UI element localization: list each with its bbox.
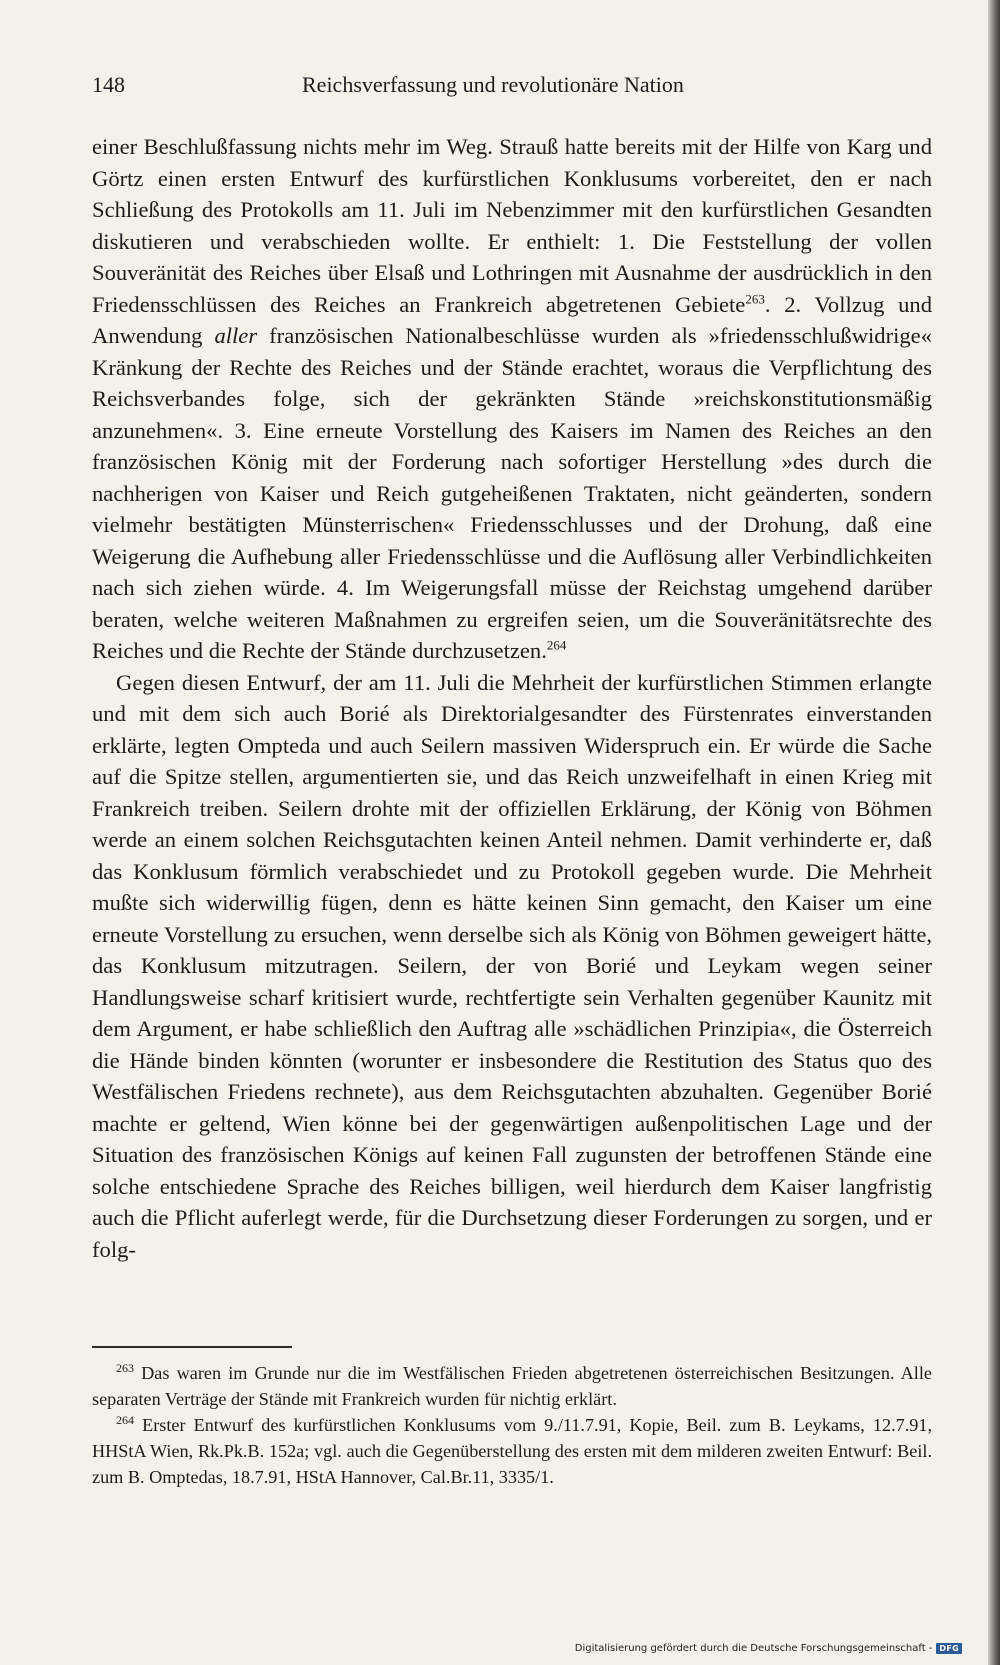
footnote-text: Das waren im Grunde nur die im Westfälischen Frieden abgetretenen österreichischen Besitzungen. Alle separaten Verträge der Stände mit Frankreich wurden für nichtig erklärt. (92, 1363, 932, 1409)
footnote-number: 263 (116, 1360, 134, 1375)
main-text (92, 131, 932, 1265)
page-edge-shadow (988, 0, 1000, 1665)
emphasis-aller: aller (214, 323, 258, 348)
digitization-credit (575, 1643, 962, 1654)
footnote-text: Erster Entwurf des kurfürstlichen Konklusums vom 9./11.7.91, Kopie, Beil. zum B. Leykams, 12.7.91, HHStA Wien, Rk.Pk.B. 152a; vgl. auch die Gegenüberstellung des ersten mit dem milderen zweiten Entwurf: Beil. zum B. Omptedas, 18.7.91, HStA Hannover, Cal.Br.11, 3335/1. (92, 1415, 932, 1487)
footnote-ref-263[interactable]: 263 (745, 290, 765, 306)
running-title: Reichsverfassung und revolutionäre Nation (302, 72, 684, 97)
paragraph-1-text-c: französischen Nationalbeschlüsse wurden als »friedensschlußwidrige« Kränkung der Rechte des Reiches und der Stände erachtet, woraus die Verpflichtung des Reichsverbandes folge, sich der gekränkten Stände »reichskonstitutionsmäßig anzunehmen«. 3. Eine erneute Vorstellung des Kaisers im Namen des Reiches an den französischen König mit der Forderung nach sofortiger Herstellung »des durch die nachherigen von Kaiser und Reich gutgeheißenen Traktaten, nicht geänderten, sondern vielmehr bestätigten Münsterrischen« Friedensschlusses und der Drohung, daß eine Weigerung die Aufhebung aller Friedensschlüsse und die Auflösung aller Verbindlichkeiten nach sich ziehen würde. 4. Im Weigerungsfall müsse der Reichstag umgehend darüber beraten, welche weiteren Maßnahmen zu ergreifen seien, um die Souveränitätsrechte des Reiches und die Rechte der Stände durchzusetzen. (92, 323, 933, 663)
paragraph-1-text-b: . 2. Vollzug und Anwendung (92, 291, 932, 348)
paragraph-1 (92, 131, 932, 667)
page-number: 148 (92, 72, 125, 97)
footnote-number: 264 (116, 1412, 134, 1427)
footnote-divider (92, 1346, 292, 1348)
credit-text: Digitalisierung gefördert durch die Deutsche Forschungsgemeinschaft - (574, 1643, 933, 1654)
running-head (92, 72, 932, 106)
footnote-264 (92, 1412, 932, 1490)
footnotes (92, 1360, 932, 1490)
dfg-logo: DFG (936, 1643, 962, 1654)
footnote-ref-264[interactable]: 264 (546, 637, 567, 653)
footnote-263 (92, 1360, 932, 1412)
paragraph-1-text-a: einer Beschlußfassung nichts mehr im Weg. Strauß hatte bereits mit der Hilfe von Karg und Görtz einen ersten Entwurf des kurfürstlichen Konklusums vorbereitet, den er nach Schließung des Protokolls am 11. Juli im Nebenzimmer mit den kurfürstlichen Gesandten diskutieren und verabschieden wollte. Er enthielt: 1. Die Feststellung der vollen Souveränität des Reiches über Elsaß und Lothringen mit Ausnahme der ausdrücklich in den Friedensschlüssen des Reiches an Frankreich abgetretenen Gebiete (92, 134, 932, 317)
paragraph-2: Gegen diesen Entwurf, der am 11. Juli die Mehrheit der kurfürstlichen Stimmen erlangte und mit dem sich auch Borié als Direktorialgesandter des Fürstenrates einverstanden erklärte, legten Ompteda und auch Seilern massiven Widerspruch ein. Er würde die Sache auf die Spitze stellen, argumentierten sie, und das Reich unzweifelhaft in einen Krieg mit Frankreich treiben. Seilern drohte mit der offiziellen Erklärung, der König von Böhmen werde an einem solchen Reichsgutachten keinen Anteil nehmen. Damit verhinderte er, daß das Konklusum förmlich verabschiedet und zu Protokoll gegeben wurde. Die Mehrheit mußte sich widerwillig fügen, denn es hätte keinen Sinn gemacht, den Kaiser um eine erneute Vorstellung zu ersuchen, wenn derselbe sich als König von Böhmen geweigert hätte, das Konklusum mitzutragen. Seilern, der von Borié und Leykam wegen seiner Handlungsweise scharf kritisiert wurde, rechtfertigte sein Verhalten gegenüber Kaunitz mit dem Argument, er habe schließlich den Auftrag alle »schädlichen Prinzipia«, die Österreich die Hände binden könnten (worunter er insbesondere die Restitution des Status quo des Westfälischen Friedens rechnete), aus dem Reichsgutachten abzuhalten. Gegenüber Borié machte er geltend, Wien könne bei der gegenwärtigen außenpolitischen Lage und der Situation des französischen Königs auf keinen Fall zugunsten der betroffenen Stände eine solche entschiedene Sprache des Reiches billigen, weil hierdurch dem Kaiser langfristig auch die Pflicht auferlegt werde, für die Durchsetzung dieser Forderungen zu sorgen, und er folg- (92, 669, 932, 1262)
